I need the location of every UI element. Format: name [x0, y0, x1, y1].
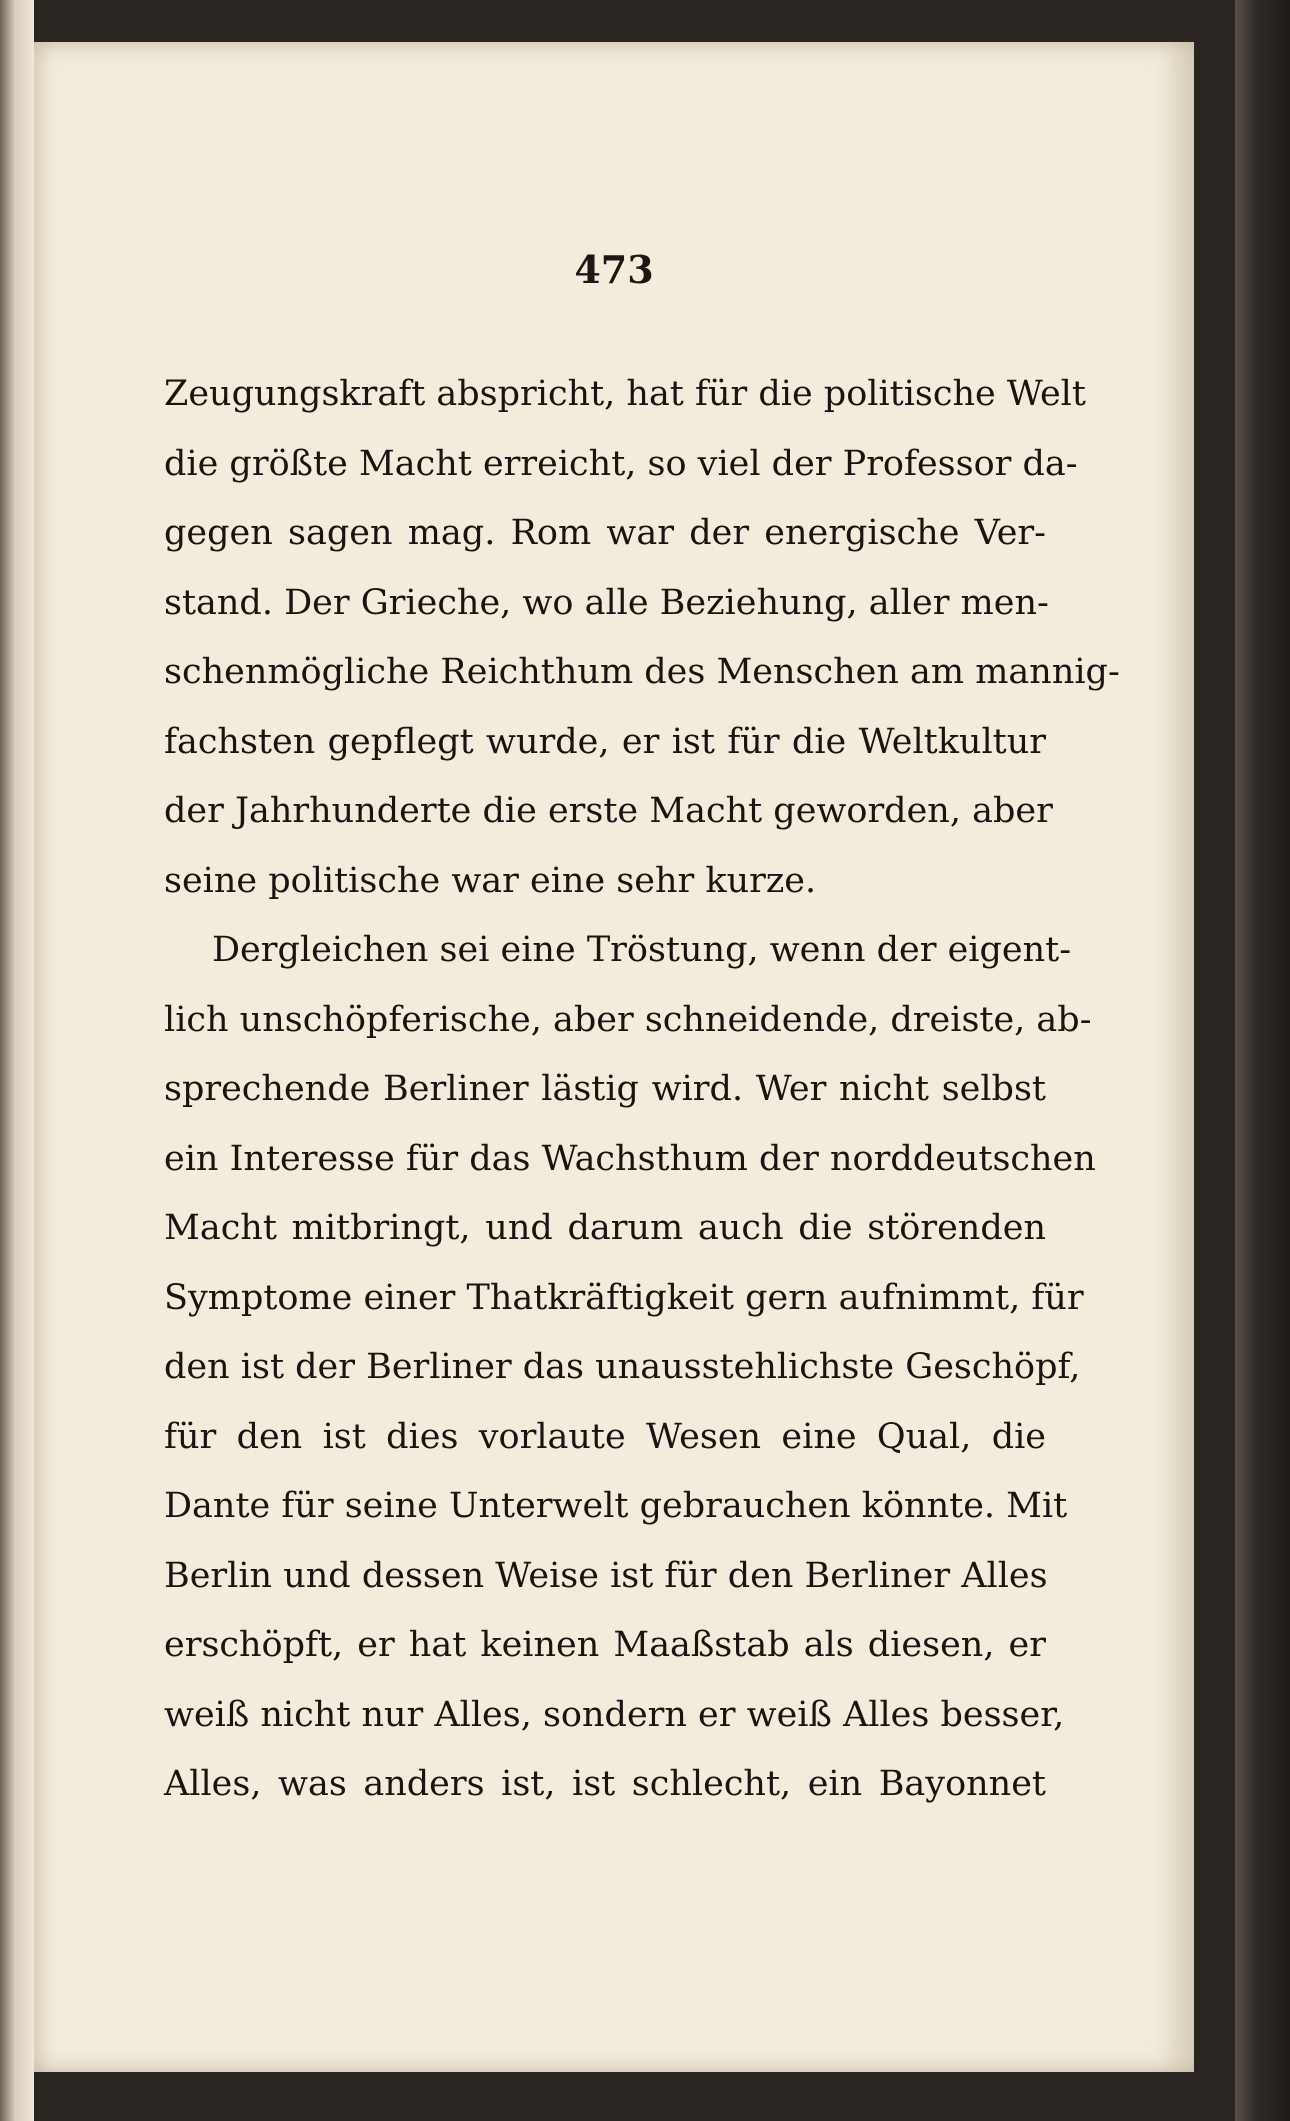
text-line: Symptome einer Thatkräftigkeit gern aufnimmt, für: [164, 1277, 1084, 1318]
previous-page-edge: [0, 0, 34, 2121]
text-line: Berlin und dessen Weise ist für den Berliner Alles: [164, 1555, 1048, 1596]
text-line: sprechende Berliner lästig wird. Wer nicht selbst: [164, 1069, 1046, 1109]
text-line: Macht mitbringt, und darum auch die störenden: [164, 1208, 1046, 1248]
text-line: den ist der Berliner das unausstehlichste Geschöpf,: [164, 1347, 1081, 1387]
book-page: [34, 42, 1194, 2072]
page-text: [164, 360, 1120, 1820]
text-line: gegen sagen mag. Rom war der energische Ver-: [164, 513, 1046, 553]
text-line: schenmögliche Reichthum des Menschen am mannig-: [164, 652, 1120, 692]
text-line: die größte Macht erreicht, so viel der Professor da-: [164, 443, 1078, 484]
text-line: Zeugungskraft abspricht, hat für die politische Welt: [164, 374, 1086, 414]
text-line: weiß nicht nur Alles, sondern er weiß Alles besser,: [164, 1694, 1065, 1735]
text-line: Alles, was anders ist, ist schlecht, ein Bayonnet: [164, 1764, 1046, 1804]
page-number: 473: [574, 247, 654, 292]
text-line: stand. Der Grieche, wo alle Beziehung, aller men-: [164, 582, 1049, 623]
text-line: ein Interesse für das Wachsthum der norddeutschen: [164, 1138, 1096, 1179]
text-line: fachsten gepflegt wurde, er ist für die Weltkultur: [164, 721, 1046, 762]
text-line: Dergleichen sei eine Tröstung, wenn der eigent-: [212, 930, 1072, 970]
text-line: seine politische war eine sehr kurze.: [164, 860, 817, 901]
text-line: für den ist dies vorlaute Wesen eine Qual, die: [164, 1416, 1046, 1457]
text-line: lich unschöpferische, aber schneidende, dreiste, ab-: [164, 999, 1092, 1040]
text-line: erschöpft, er hat keinen Maaßstab als diesen, er: [164, 1625, 1046, 1665]
text-line: der Jahrhunderte die erste Macht geworden, aber: [164, 791, 1053, 831]
text-line: Dante für seine Unterwelt gebrauchen könnte. Mit: [164, 1486, 1068, 1526]
book-cover-edge: [1235, 0, 1290, 2121]
